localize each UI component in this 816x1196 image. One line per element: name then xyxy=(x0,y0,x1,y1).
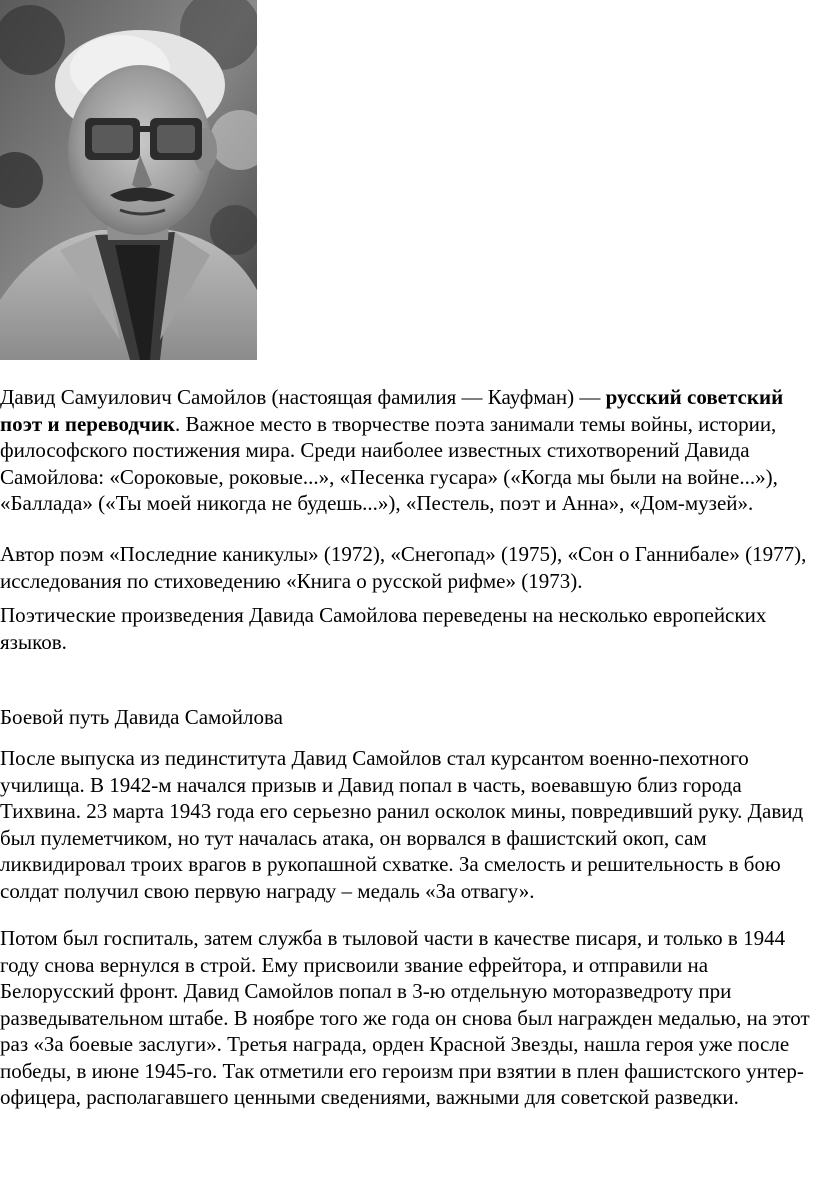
portrait-illustration xyxy=(0,0,257,360)
intro-paragraph xyxy=(0,384,812,517)
section-heading-text: Боевой путь Давида Самойлова xyxy=(0,705,283,729)
intro-bold-text: русский советский поэт и переводчик xyxy=(0,385,784,436)
bio-paragraph-2 xyxy=(0,925,812,1111)
translations-paragraph xyxy=(0,602,812,655)
section-heading xyxy=(0,704,812,731)
poems-text: Автор поэм «Последние каникулы» (1972), «Снегопад» (1975), «Сон о Ганнибале» (1977), исследования по стиховедению «Книга о русской рифме» (1973). xyxy=(0,542,807,593)
translations-text: Поэтические произведения Давида Самойлова переведены на несколько европейских языков. xyxy=(0,603,767,654)
intro-text-end: . Важное место в творчестве поэта занимали темы войны, истории, философского постижения мира. Среди наиболее известных стихотворений Давида Самойлова: «Сороковые, роковые...», «Песенка гусара» («Когда мы были на войне...»), «Баллада» («Ты моей никогда не будешь...»), «Пестель, поэт и Анна», «Дом-музей». xyxy=(0,411,778,515)
poems-paragraph xyxy=(0,541,812,594)
bio-paragraph-2-text: Потом был госпиталь, затем служба в тыловой части в качестве писаря, и только в 1944 году снова вернулся в строй. Ему присвоили звание ефрейтора, и отправили на Белорусский фронт. Давид Самойлов попал в 3-ю отдельную моторазведроту при разведывательном штабе. В ноябре того же года он снова был награжден медалью, на этот раз «За боевые заслуги». Третья награда, орден Красной Звезды, нашла героя уже после победы, в июне 1945-го. Так отметили его героизм при взятии в плен фашистского унтер-офицера, располагавшего ценными сведениями, важными для советской разведки. xyxy=(0,926,810,1109)
intro-text-start: Давид Самуилович Самойлов (настоящая фамилия — Кауфман) — xyxy=(0,385,606,409)
bio-paragraph-1 xyxy=(0,745,812,904)
bio-paragraph-1-text: После выпуска из пединститута Давид Самойлов стал курсантом военно-пехотного училища. В 1942-м начался призыв и Давид попал в часть, воевавшую близ города Тихвина. 23 марта 1943 года его серьезно ранил осколок мины, повредивший руку. Давид был пулеметчиком, но тут началась атака, он ворвался в фашистский окоп, сам ликвидировал троих врагов в рукопашной схватке. За смелость и решительность в бою солдат получил свою первую награду – медаль «За отвагу». xyxy=(0,746,804,903)
portrait-photo xyxy=(0,0,257,360)
